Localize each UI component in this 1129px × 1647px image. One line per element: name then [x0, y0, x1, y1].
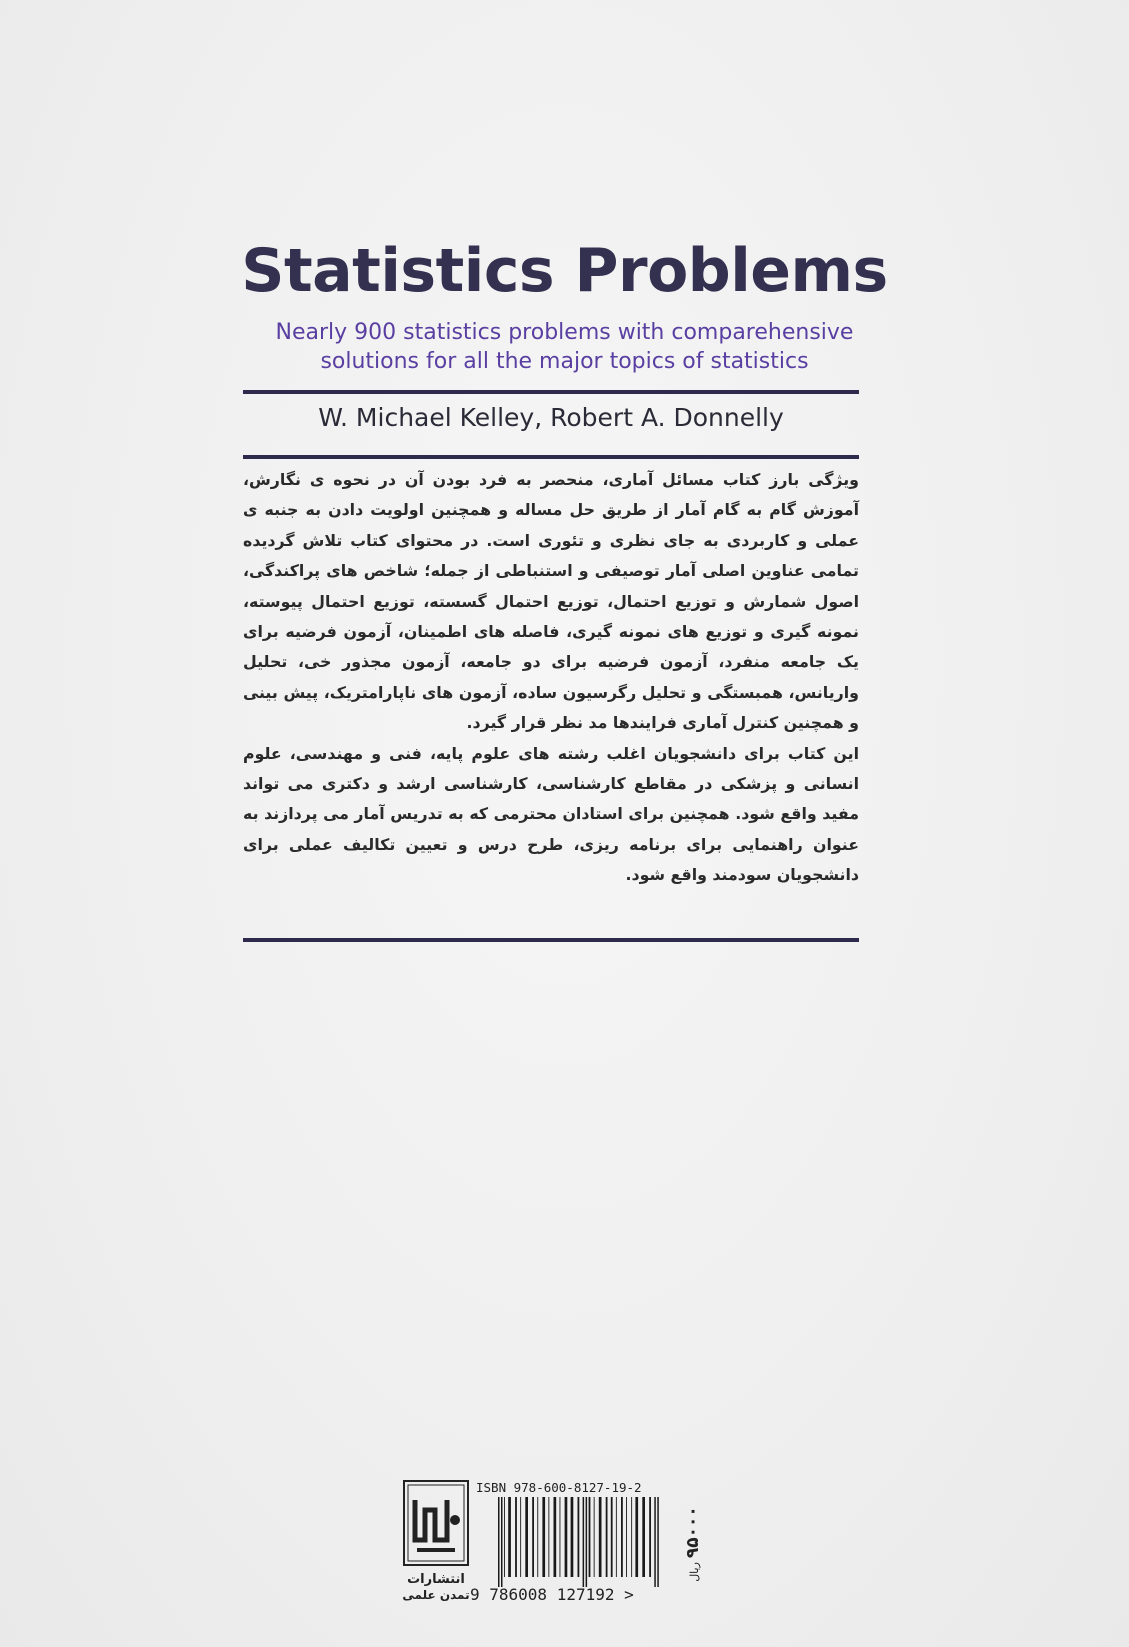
barcode-bar: [578, 1497, 580, 1577]
barcode-bar: [532, 1497, 534, 1577]
barcode-bar: [594, 1497, 595, 1577]
barcode-bar: [626, 1497, 627, 1577]
subtitle-line-2: solutions for all the major topics of statistics: [320, 349, 809, 374]
barcode-bar: [525, 1497, 528, 1577]
barcode-bar: [586, 1497, 588, 1587]
price-unit: ریال: [688, 1562, 701, 1582]
description-paragraph-2: این کتاب برای دانشجویان اغلب رشته های علوم پایه، فنی و مهندسی، علوم انسانی و پزشکی در مقاطع کارشناسی، کارشناسی ارشد و دکتری می تواند مفید واقع شود. همچنین برای استادان محترمی که به تدریس آمار می پردازند به عنوان راهنمایی برای برنامه ریزی، طرح درس و تعیین تکالیف عملی برای دانشجویان سودمند واقع شود.: [243, 743, 859, 885]
barcode-bar: [631, 1497, 632, 1577]
book-subtitle: [200, 318, 929, 376]
publisher-logo-icon: [403, 1480, 469, 1602]
barcode-bar: [504, 1497, 505, 1577]
barcode-bar: [649, 1497, 651, 1577]
description-text: [243, 465, 859, 891]
barcode-bar: [542, 1497, 545, 1577]
publisher-name-line-1: انتشارات: [407, 1572, 465, 1587]
barcode-bar: [621, 1497, 623, 1577]
barcode-bar: [606, 1497, 608, 1577]
price-label: [678, 1484, 708, 1604]
price-amount: ۹۵۰۰۰: [683, 1506, 703, 1559]
isbn-label: ISBN 978-600-8127-19-2: [476, 1480, 642, 1495]
barcode-bar: [560, 1497, 561, 1577]
barcode-bar: [654, 1497, 656, 1587]
barcode-bar: [508, 1497, 511, 1577]
barcode-bar: [520, 1497, 521, 1577]
publisher-name-line-2: تمدن علمی: [403, 1588, 469, 1602]
book-authors: W. Michael Kelley, Robert A. Donnelly: [318, 403, 784, 432]
barcode-bar: [611, 1497, 613, 1577]
barcode-bar: [565, 1497, 568, 1577]
divider-top: [243, 390, 859, 394]
book-title: Statistics Problems: [241, 236, 888, 306]
barcode-bar: [554, 1497, 557, 1577]
barcode-bar: [501, 1497, 503, 1587]
subtitle-line-1: Nearly 900 statistics problems with comparehensive: [275, 320, 854, 345]
barcode-bar: [599, 1497, 602, 1577]
barcode-bar: [642, 1497, 645, 1577]
barcode-bar: [635, 1497, 638, 1577]
barcode-number: 9 786008 127192 >: [470, 1585, 634, 1604]
barcode-bar: [498, 1497, 500, 1587]
barcode-bars: [496, 1497, 676, 1587]
barcode-bar: [548, 1497, 549, 1577]
barcode-bar: [537, 1497, 538, 1577]
divider-middle: [243, 455, 859, 459]
barcode-bar: [571, 1497, 574, 1577]
publisher-logo: [403, 1480, 469, 1602]
barcode-bar: [515, 1497, 517, 1577]
divider-bottom: [243, 938, 859, 942]
description-paragraph-1: ویژگی بارز کتاب مسائل آماری، منحصر به فرد بودن آن در نحوه ی نگارش، آموزش گام به گام آمار از طریق حل مساله و همچنین اولویت دادن به جنبه ی عملی و کاربردی به جای نظری و تئوری است. در محتوای کتاب تلاش گردیده تمامی عناوین اصلی آمار توصیفی و استنباطی از جمله؛ شاخص های پراکندگی، اصول شمارش و توزیع احتمال، توزیع احتمال گسسته، توزیع احتمال پیوسته، نمونه گیری و توزیع های نمونه گیری، فاصله های اطمینان، آزمون فرضیه برای یک جامعه منفرد، آزمون فرضیه برای دو جامعه، آزمون مجذور خی، تحلیل واریانس، همبستگی و تحلیل رگرسیون ساده، آزمون های ناپارامتریک، پیش بینی و همچنین کنترل آماری فرایندها مد نظر قرار گیرد.: [243, 470, 859, 733]
barcode-bar: [657, 1497, 659, 1587]
barcode-bar: [583, 1497, 585, 1587]
barcode-bar: [616, 1497, 617, 1577]
barcode-bar: [589, 1497, 591, 1577]
